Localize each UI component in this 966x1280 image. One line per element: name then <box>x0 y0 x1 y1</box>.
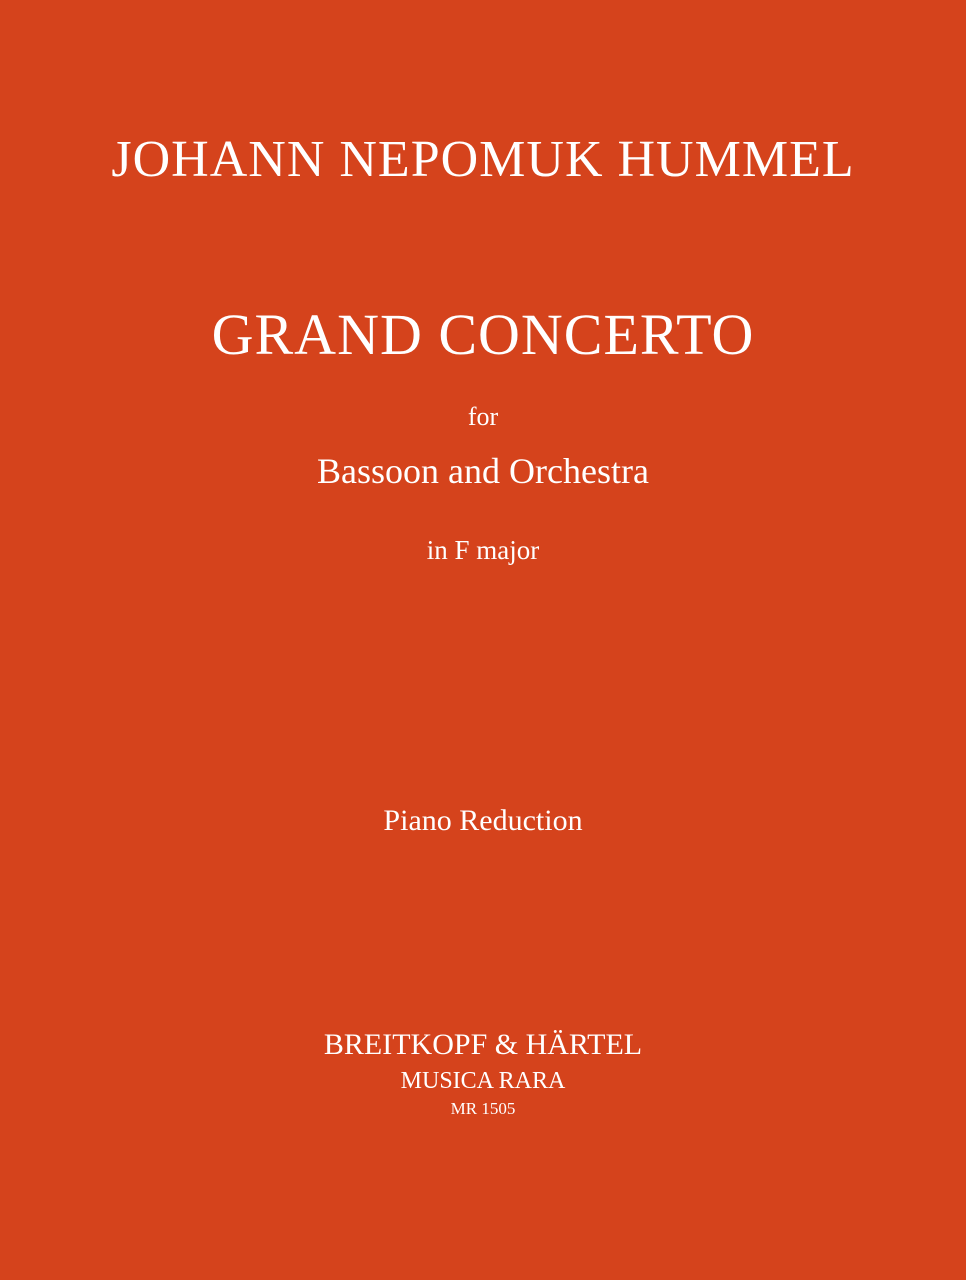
publisher-name: BREITKOPF & HÄRTEL <box>323 1028 643 1061</box>
composer-name: JOHANN NEPOMUK HUMMEL <box>111 131 855 188</box>
edition-type: Piano Reduction <box>383 804 583 837</box>
imprint-name: MUSICA RARA <box>400 1068 566 1094</box>
key-signature: in F major <box>426 535 540 565</box>
for-label: for <box>467 402 499 431</box>
catalog-number: MR 1505 <box>450 1099 516 1118</box>
work-title: GRAND CONCERTO <box>211 302 755 367</box>
instrumentation: Bassoon and Orchestra <box>317 451 649 491</box>
